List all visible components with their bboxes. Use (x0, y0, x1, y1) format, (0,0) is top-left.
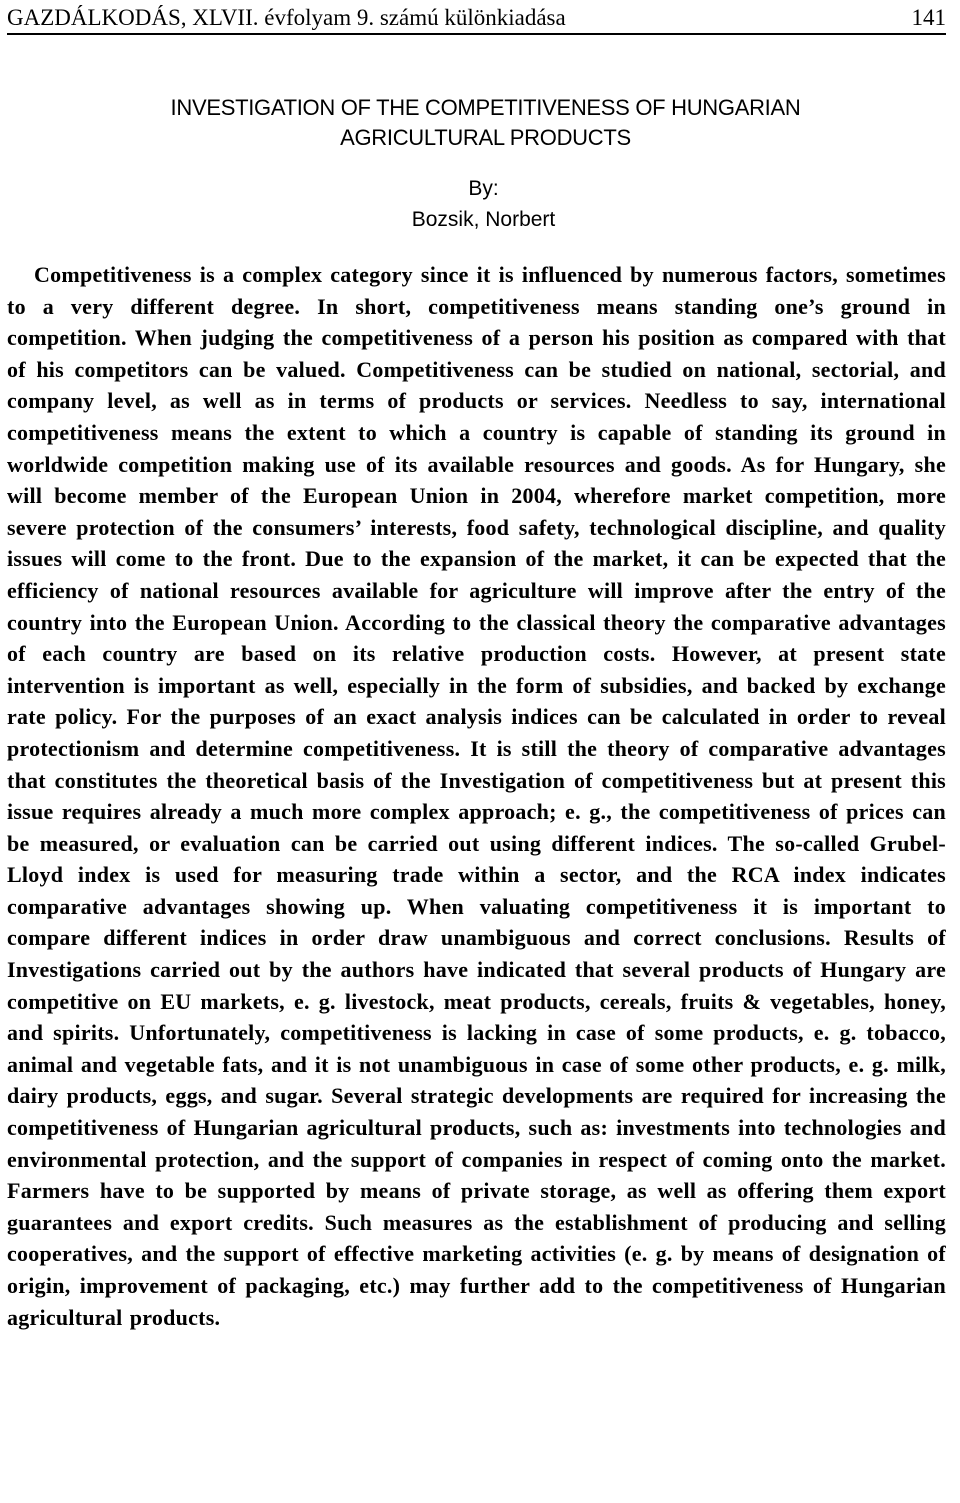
byline (7, 173, 946, 235)
article-title-line-1: INVESTIGATION OF THE COMPETITIVENESS OF HUNGARIAN (170, 95, 801, 120)
by-label: By: (468, 177, 499, 200)
running-header (7, 4, 946, 35)
author-name: Bozsik, Norbert (411, 208, 556, 231)
article-title (7, 93, 946, 153)
page-number: 141 (911, 5, 946, 30)
abstract-paragraph: Competitiveness is a complex category since it is influenced by numerous factors, sometimes to a very different degree. In short, competitiveness means standing one’s ground in competition. When judging the competitiveness of a person his position as compared with that of his competitors can be valued. Competitiveness can be studied on national, sectorial, and company level, as well as in terms of products or services. Needless to say, international competitiveness means the extent to which a country is capable of standing its ground in worldwide competition making use of its available resources and goods. As for Hungary, she will become member of the European Union in 2004, wherefore market competition, more severe protection of the consumers’ interests, food safety, technological discipline, and quality issues will come to the front. Due to the expansion of the market, it can be expected that the efficiency of national resources available for agriculture will improve after the entry of the country into the European Union. According to the classical theory the comparative advantages of each country are based on its relative production costs. However, at present state intervention is important as well, especially in the form of subsidies, and backed by exchange rate policy. For the purposes of an exact analysis indices can be calculated in order to reveal protectionism and determine competitiveness. It is still the theory of comparative advantages that constitutes the theoretical basis of the Investigation of competitiveness but at present this issue requires already a much more complex approach; e. g., the competitiveness of prices can be measured, or evaluation can be carried out using different indices. The so-called Grubel-Lloyd index is used for measuring trade within a sector, and the RCA index indicates comparative advantages showing up. When valuating competitiveness it is important to compare different indices in order draw unambiguous and correct conclusions. Results of Investigations carried out by the authors have indicated that several products of Hungary are competitive on EU markets, e. g. livestock, meat products, cereals, fruits & vegetables, honey, and spirits. Unfortunately, competitiveness is lacking in case of some products, e. g. tobacco, animal and vegetable fats, and it is not unambiguous in case of some other products, e. g. milk, dairy products, eggs, and sugar. Several strategic developments are required for increasing the competitiveness of Hungarian agricultural products, such as: investments into technologies and environmental protection, and the support of companies in respect of coming onto the market. Farmers have to be supported by means of private storage, as well as offering them export guarantees and export credits. Such measures as the establishment of producing and selling cooperatives, and the support of effective marketing activities (e. g. by means of designation of origin, improvement of packaging, etc.) may further add to the competitiveness of Hungarian agricultural products. (7, 262, 946, 1330)
article-title-line-2: AGRICULTURAL PRODUCTS (340, 125, 631, 150)
journal-name: GAZDÁLKODÁS, XLVII. évfolyam 9. számú különkiadása (7, 5, 566, 30)
